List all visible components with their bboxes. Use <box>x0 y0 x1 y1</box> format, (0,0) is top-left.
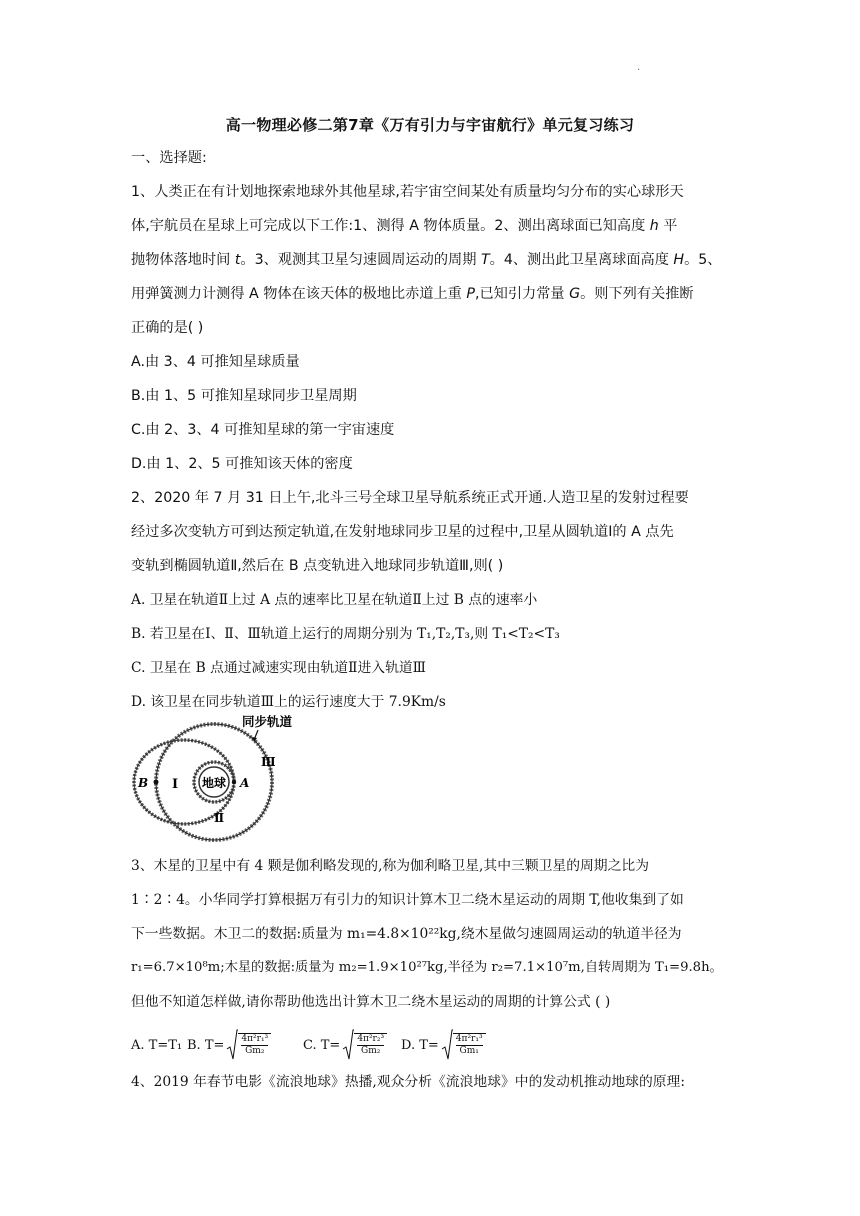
q2-option-a: A. 卫星在轨道Ⅱ上过 A 点的速率比卫星在轨道Ⅱ上过 B 点的速率小 <box>131 592 538 608</box>
q3-option-b: B. T= 4π²r₁³ Gm₂ <box>187 1028 271 1062</box>
sqrt-icon <box>441 1029 453 1061</box>
q2-line-1: 2、2020 年 7 月 31 日上午,北斗三号全球卫星导航系统正式开通.人造卫星的发射过程要 <box>131 490 689 506</box>
q1-line-5: 正确的是( ) <box>131 320 204 336</box>
q1-option-c: C.由 2、3、4 可推知星球的第一宇宙速度 <box>131 422 395 438</box>
q1-line-2: 体,宇航员在星球上可完成以下工作:1、测得 A 物体质量。2、测出离球面已知高度 h 平 <box>131 218 678 234</box>
q1-line-4: 用弹簧测力计测得 A 物体在该天体的极地比赤道上重 P,已知引力常量 G。则下列有关推断 <box>131 286 694 302</box>
orbit-ii-label: Ⅱ <box>214 811 225 825</box>
q3-line-2: 1∶2∶4。小华同学打算根据万有引力的知识计算木卫二绕木星运动的周期 T,他收集到了如 <box>131 892 684 908</box>
point-b-label: B <box>138 776 149 790</box>
section-heading: 一、选择题: <box>131 150 207 166</box>
q3-line-4: r₁=6.7×10⁸m;木星的数据:质量为 m₂=1.9×10²⁷kg,半径为 r₂=7.1×10⁷m,自转周期为 T₁=9.8h。 <box>131 960 723 975</box>
point-a-label: A <box>240 776 250 790</box>
orbit-iii-label: Ⅲ <box>261 755 276 769</box>
q2-option-d: D. 该卫星在同步轨道Ⅲ上的运行速度大于 7.9Km/s <box>131 694 446 710</box>
q3-line-5: 但他不知道怎样做,请你帮助他选出计算木卫二绕木星运动的周期的计算公式 ( ) <box>131 994 611 1010</box>
orbit-diagram <box>130 710 293 840</box>
q1-option-a: A.由 3、4 可推知星球质量 <box>131 354 300 370</box>
earth-label: 地球 <box>201 776 227 790</box>
q1-option-d: D.由 1、2、5 可推知该天体的密度 <box>131 456 353 472</box>
q2-option-c: C. 卫星在 B 点通过减速实现由轨道Ⅱ进入轨道Ⅲ <box>131 660 426 676</box>
q4-line-1: 4、2019 年春节电影《流浪地球》热播,观众分析《流浪地球》中的发动机推动地球的原理: <box>131 1074 685 1090</box>
q3-line-3: 下一些数据。木卫二的数据:质量为 m₁=4.8×10²²kg,绕木星做匀速圆周运动的轨道半径为 <box>131 926 682 942</box>
header-dot: . <box>637 62 641 73</box>
q2-option-b: B. 若卫星在Ⅰ、Ⅱ、Ⅲ轨道上运行的周期分别为 T₁,T₂,T₃,则 T₁<T₂<T₃ <box>131 626 560 642</box>
q2-line-2: 经过多次变轨方可到达预定轨道,在发射地球同步卫星的过程中,卫星从圆轨道Ⅰ的 A 点先 <box>131 524 674 540</box>
q3-option-a: A. T=T₁ <box>131 1037 183 1053</box>
q3-option-c: C. T= 4π²r₂³ Gm₂ <box>303 1028 387 1062</box>
q1-line-1: 1、人类正在有计划地探索地球外其他星球,若宇宙空间某处有质量均匀分布的实心球形天 <box>131 184 684 200</box>
q3-option-d: D. T= 4π²r₁³ Gm₁ <box>401 1028 486 1062</box>
sqrt-icon <box>226 1029 238 1061</box>
sync-orbit-label: 同步轨道 <box>242 714 293 729</box>
q3-line-1: 3、木星的卫星中有 4 颗是伽利略发现的,称为伽利略卫星,其中三颗卫星的周期之比为 <box>131 858 649 874</box>
sqrt-icon <box>342 1029 354 1061</box>
orbit-i-label: Ⅰ <box>172 777 179 792</box>
q1-option-b: B.由 1、5 可推知星球同步卫星周期 <box>131 388 357 404</box>
q2-line-3: 变轨到椭圆轨道Ⅱ,然后在 B 点变轨进入地球同步轨道Ⅲ,则( ) <box>131 558 504 574</box>
q1-line-3: 抛物体落地时间 t。3、观测其卫星匀速圆周运动的周期 T。4、测出此卫星离球面高度 H。5、 <box>131 252 722 268</box>
page-title: 高一物理必修二第7章《万有引力与宇宙航行》单元复习练习 <box>225 116 635 134</box>
